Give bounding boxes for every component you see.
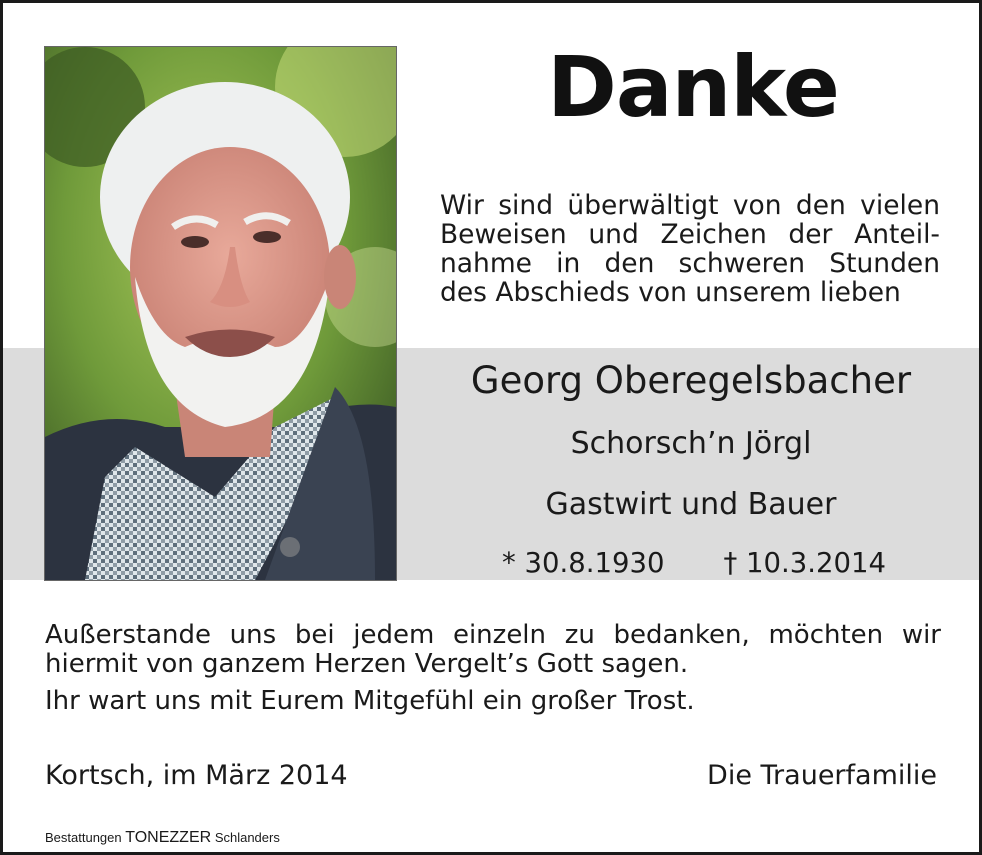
body-line: Ihr wart uns mit Eurem Mitgefühl ein großer Trost. (45, 686, 695, 716)
deceased-occupation: Gastwirt und Bauer (545, 487, 837, 522)
title-danke: Danke (547, 38, 839, 136)
intro-line: nahme in den schweren Stunden (440, 248, 940, 279)
undertaker-credit (45, 829, 280, 847)
deceased-name: Georg Oberegelsbacher (470, 359, 912, 402)
death-date: † 10.3.2014 (723, 547, 886, 579)
signature: Die Trauerfamilie (707, 760, 937, 791)
body-line: hiermit von ganzem Herzen Vergelt’s Gott sagen. (45, 649, 689, 679)
place-date: Kortsch, im März 2014 (45, 760, 348, 791)
birth-date: * 30.8.1930 (502, 547, 665, 579)
intro-line: des Abschieds von unserem lieben (440, 277, 901, 308)
portrait-photo (44, 46, 397, 581)
footer-brand: TONEZZER (125, 829, 212, 846)
footer-suffix: Schlanders (214, 830, 280, 845)
intro-line: Beweisen und Zeichen der Anteil- (440, 219, 940, 250)
body-line: Außerstande uns bei jedem einzeln zu bedanken, möchten wir (45, 620, 941, 650)
deceased-nickname: Schorsch’n Jörgl (570, 426, 812, 461)
intro-text (440, 191, 940, 307)
footer-prefix: Bestattungen (45, 830, 122, 845)
thanks-text (45, 621, 941, 716)
intro-line: Wir sind überwältigt von den vielen (440, 190, 940, 221)
